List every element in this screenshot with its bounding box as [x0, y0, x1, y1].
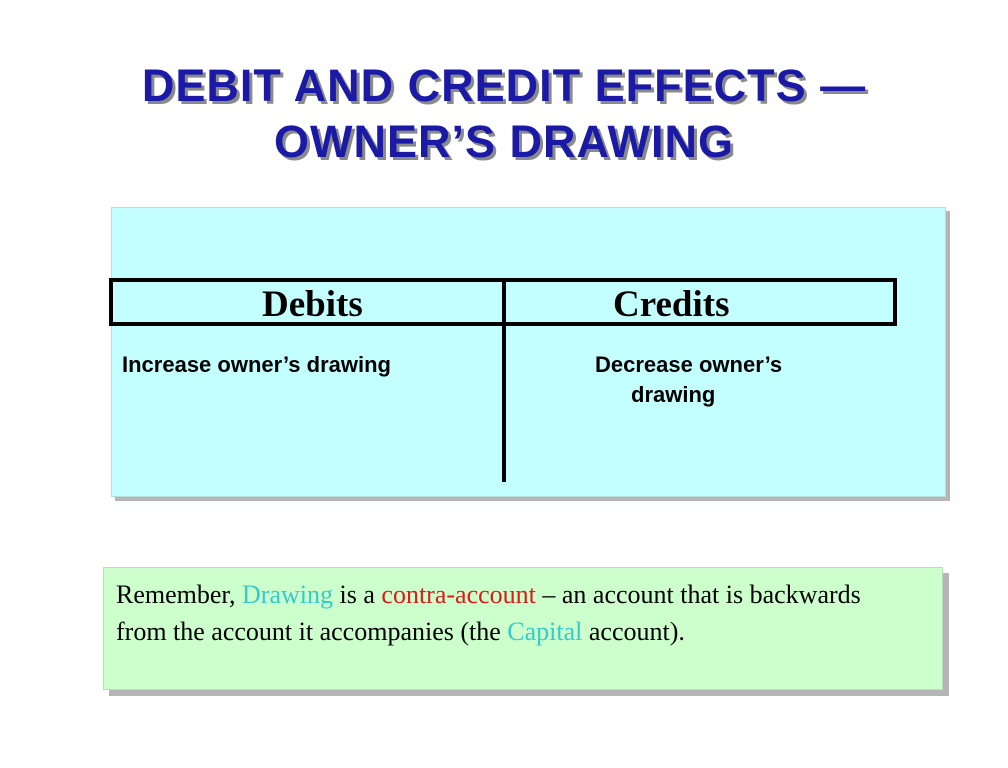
- credits-label: Credits: [613, 284, 730, 325]
- debit-entry: Increase owner’s drawing: [122, 352, 391, 377]
- note-term-capital: Capital: [507, 617, 583, 646]
- note-term-contra-account: contra-account: [381, 580, 536, 609]
- slide-title: [0, 58, 1008, 170]
- t-account-panel: [111, 207, 946, 497]
- reminder-note-text: [116, 576, 916, 650]
- reminder-note-panel: [103, 567, 943, 690]
- credit-entry-line-2: drawing: [631, 382, 716, 407]
- note-text-part-2: is a: [333, 580, 382, 609]
- slide-title-line-2: OWNER’S DRAWING: [274, 116, 734, 167]
- note-text-part-3: – an account that is backwards from the account it accompanies (the: [116, 580, 861, 646]
- credit-entry: [595, 350, 875, 410]
- debits-label: Debits: [262, 284, 363, 325]
- t-account-divider: [502, 278, 506, 482]
- credit-entry-line-1: Decrease owner’s: [595, 352, 783, 377]
- note-text-part-1: Remember,: [116, 580, 243, 609]
- note-term-drawing: Drawing: [242, 580, 334, 609]
- note-text-part-4: account).: [582, 617, 685, 646]
- slide-title-line-1: DEBIT AND CREDIT EFFECTS —: [141, 60, 867, 111]
